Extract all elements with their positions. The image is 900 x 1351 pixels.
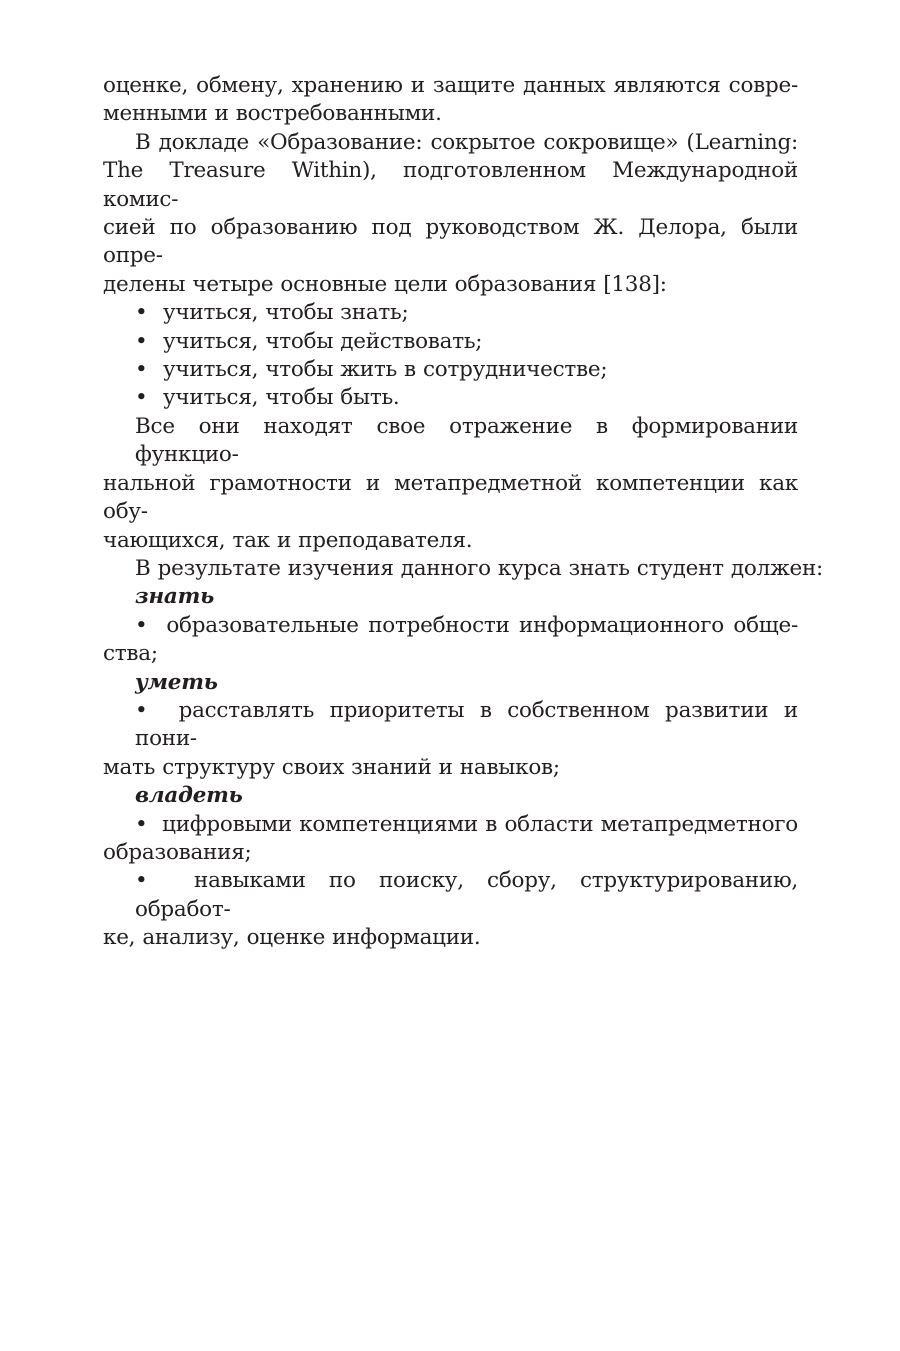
- bullet-marker: •: [135, 612, 148, 638]
- list-item-text: цифровыми компетенциями в области метапредметного: [162, 811, 798, 837]
- paragraph-delors-report: [103, 129, 798, 299]
- text-line: образования;: [103, 839, 252, 865]
- bullet-marker: •: [135, 300, 148, 326]
- goals-list: [103, 299, 798, 413]
- document-page: [103, 72, 824, 953]
- list-item-text: учиться, чтобы быть.: [163, 385, 400, 411]
- text-line: ства;: [103, 641, 158, 667]
- bullet-marker: •: [135, 357, 148, 383]
- bullet-marker: •: [135, 697, 148, 723]
- section-heading-know: знать: [135, 584, 215, 610]
- text-line: делены четыре основные цели образования [138]:: [103, 271, 667, 297]
- list-item: [103, 811, 798, 839]
- bullet-marker: •: [135, 811, 148, 837]
- bullet-marker: •: [135, 328, 148, 354]
- text-line: The Treasure Within), подготовленном Международной комис-: [103, 158, 798, 212]
- text-line: чающихся, так и преподавателя.: [103, 527, 473, 553]
- text-line: нальной грамотности и метапредметной компетенции как обу-: [103, 470, 798, 525]
- section-master: [103, 782, 798, 952]
- section-know: [103, 583, 798, 668]
- paragraph-course-outcomes: [103, 555, 824, 583]
- section-able: [103, 669, 798, 783]
- section-heading-master: владеть: [135, 783, 243, 809]
- text-line: Все они находят свое отражение в формировании функцио-: [135, 413, 798, 468]
- list-item: [103, 384, 798, 412]
- paragraph-reflection: [103, 413, 798, 555]
- list-item: [103, 328, 798, 356]
- text-line: В результате изучения данного курса знать студент должен:: [135, 555, 824, 581]
- list-item: [103, 356, 798, 384]
- text-line: оценке, обмену, хранению и защите данных являются совре-: [103, 73, 798, 98]
- bullet-marker: •: [135, 385, 148, 411]
- list-item-text: учиться, чтобы знать;: [163, 300, 409, 326]
- list-item-text: образовательные потребности информационного обще-: [166, 612, 798, 638]
- list-item-text: навыками по поиску, сбору, структурированию, обработ-: [135, 868, 799, 922]
- section-heading-able: уметь: [135, 669, 218, 695]
- text-line: менными и востребованными.: [103, 101, 442, 127]
- bullet-marker: •: [135, 868, 148, 894]
- list-item-text: учиться, чтобы жить в сотрудничестве;: [163, 357, 608, 383]
- list-item-text: учиться, чтобы действовать;: [163, 328, 483, 354]
- text-line: сией по образованию под руководством Ж. Делора, были опре-: [103, 215, 798, 269]
- list-item: [103, 867, 798, 924]
- list-item: [103, 299, 798, 327]
- text-line: мать структуру своих знаний и навыков;: [103, 754, 560, 780]
- text-line: В докладе «Образование: сокрытое сокровище» (Learning:: [135, 129, 798, 155]
- list-item: [103, 697, 798, 754]
- text-line: ке, анализу, оценке информации.: [103, 925, 481, 951]
- list-item: [103, 612, 798, 640]
- list-item-text: расставлять приоритеты в собственном развитии и пони-: [135, 697, 798, 752]
- paragraph-intro-continuation: [103, 72, 798, 129]
